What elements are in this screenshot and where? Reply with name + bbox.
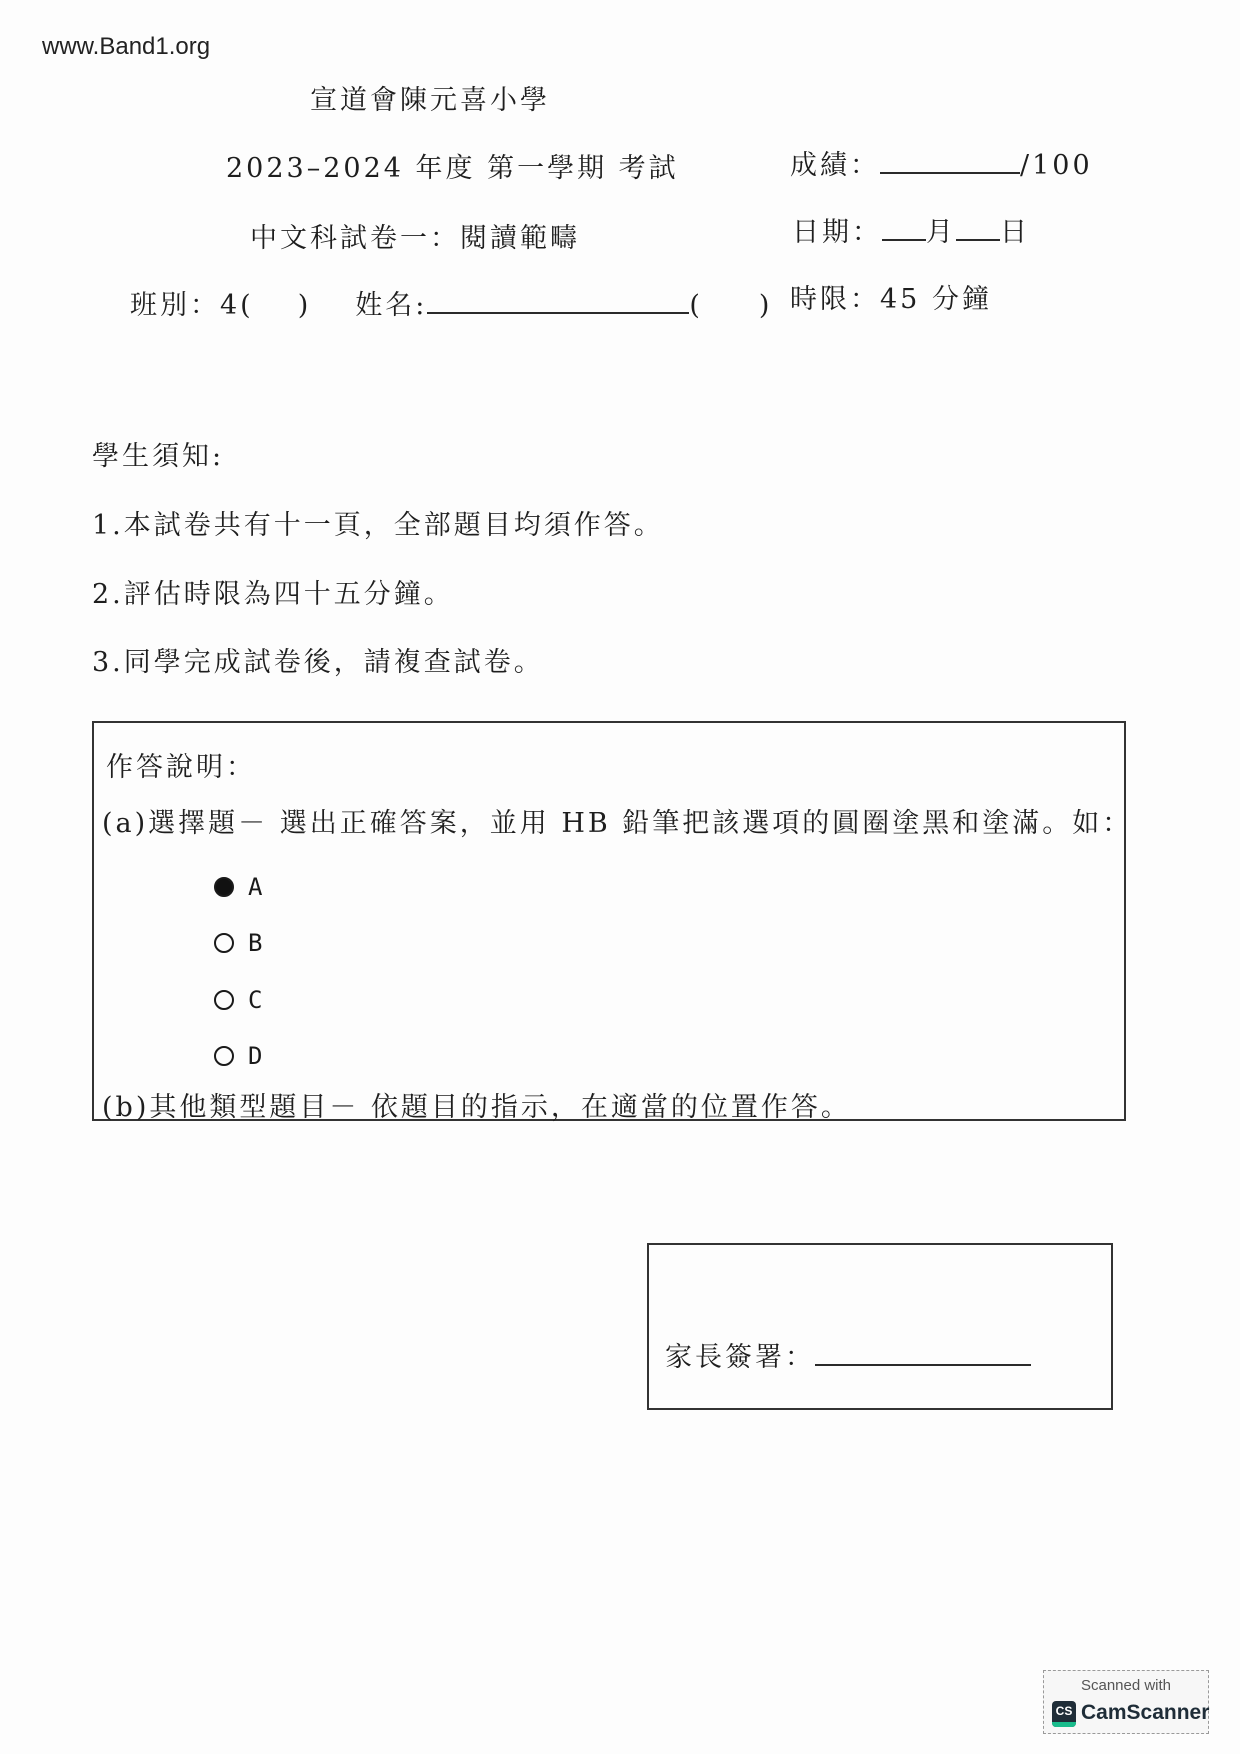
watermark-url: www.Band1.org [42, 33, 211, 60]
option-letter: D [248, 1042, 263, 1070]
month-blank[interactable] [882, 217, 926, 241]
option-letter: B [248, 929, 263, 957]
score-blank[interactable] [880, 150, 1020, 174]
notice-item: 1.本試卷共有十一頁，全部題目均須作答。 [92, 510, 664, 541]
camscanner-badge [1043, 1670, 1209, 1734]
class-label: 班別：4( [130, 290, 254, 321]
month-label: 月 [926, 217, 956, 248]
option-a[interactable] [214, 873, 262, 901]
date-field [792, 210, 1030, 249]
filled-bubble-icon [214, 877, 234, 897]
logo-text: CS [1055, 1704, 1073, 1718]
name-label: 姓名: [355, 290, 428, 321]
empty-bubble-icon [214, 990, 234, 1010]
option-b[interactable] [214, 929, 262, 957]
option-d[interactable] [214, 1042, 262, 1070]
camscanner-logo-icon [1052, 1701, 1076, 1727]
camscanner-brand: CamScanner [1081, 1701, 1210, 1724]
signature-blank[interactable] [815, 1342, 1031, 1366]
name-blank[interactable] [427, 290, 689, 314]
scanned-with-text: Scanned with [1080, 1677, 1172, 1694]
exam-title: 2023–2024 年度 第一學期 考試 [226, 153, 679, 184]
option-letter: A [248, 873, 263, 901]
notice-title: 學生須知: [92, 441, 225, 472]
instructions-part-b: (b)其他類型題目－ 依題目的指示，在適當的位置作答。 [102, 1092, 851, 1123]
school-name: 宣道會陳元喜小學 [310, 85, 550, 116]
number-close: ) [758, 290, 773, 321]
option-c[interactable] [214, 986, 262, 1014]
notice-item: 2.評估時限為四十五分鐘。 [92, 579, 454, 610]
class-name-row [130, 283, 772, 322]
empty-bubble-icon [214, 933, 234, 953]
paper-title: 中文科試卷一：閱讀範疇 [250, 223, 580, 254]
date-label: 日期： [792, 217, 882, 248]
instructions-part-a: (a)選擇題－ 選出正確答案，並用 HB 鉛筆把該選項的圓圈塗黑和塗滿。如： [102, 808, 1133, 839]
score-field [790, 143, 1093, 182]
score-label: 成績： [790, 150, 880, 181]
parent-signature-field [665, 1335, 1031, 1374]
day-blank[interactable] [956, 217, 1000, 241]
time-limit: 時限：45 分鐘 [790, 284, 992, 315]
class-close: ) [297, 290, 312, 321]
empty-bubble-icon [214, 1046, 234, 1066]
day-label: 日 [1000, 217, 1030, 248]
instructions-title: 作答說明： [106, 752, 256, 783]
score-total: /100 [1020, 150, 1093, 181]
notice-item: 3.同學完成試卷後，請複查試卷。 [92, 647, 544, 678]
parent-signature-box [647, 1243, 1113, 1410]
signature-label: 家長簽署： [665, 1342, 815, 1373]
instructions-box [92, 721, 1133, 1123]
option-letter: C [248, 986, 263, 1014]
number-open: ( [689, 290, 703, 321]
